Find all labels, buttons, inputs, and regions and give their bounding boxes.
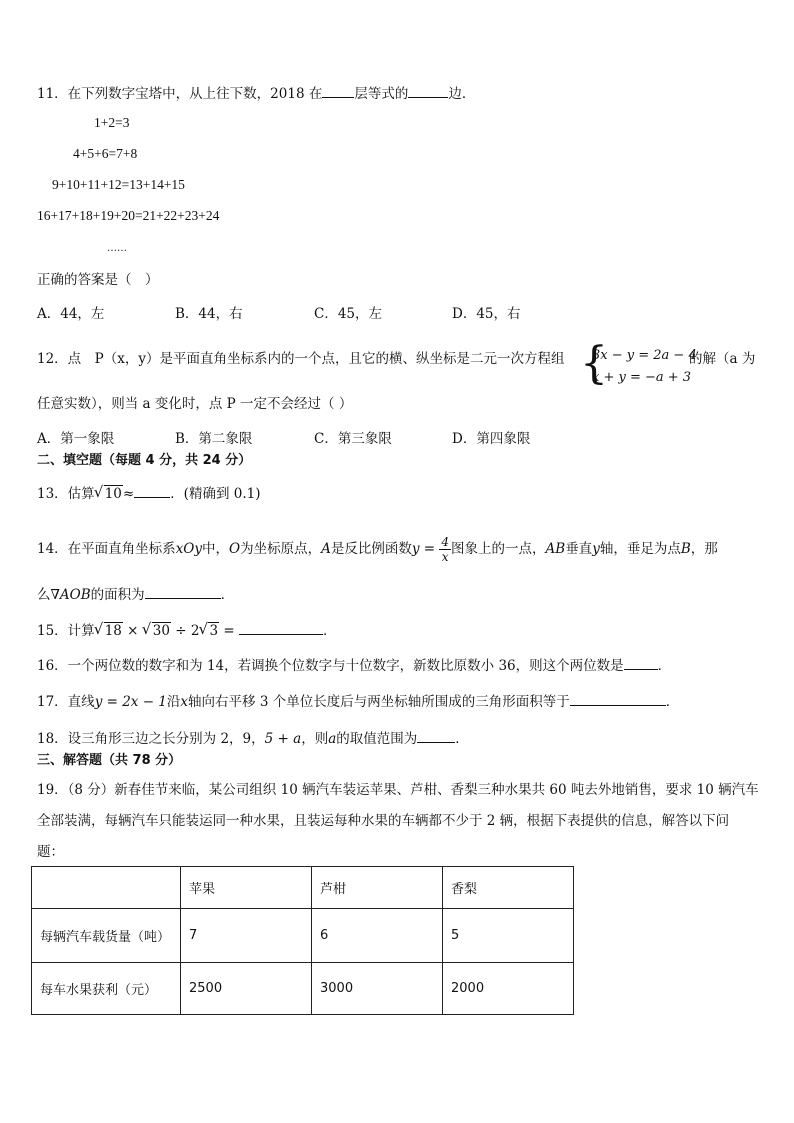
q18-text: ． (455, 731, 469, 747)
q18-text: 18．设三角形三边之长分别为 2，9， (37, 731, 265, 747)
q12-option-a: A．第一象限 (37, 431, 115, 447)
q14-y: y (411, 541, 420, 557)
q16-text: 16．一个两位数的数字和为 14，若调换个位数字与十位数字，新数比原数小 36，则这个两位数是 (37, 658, 624, 674)
table-cell: 7 (181, 909, 312, 963)
q14-y-axis: y (592, 541, 600, 557)
q14-triangle: ∇AOB (50, 587, 91, 603)
q11-blank-1 (322, 83, 354, 98)
q16 (37, 655, 671, 675)
pyramid-row-2: 4+5+6=7+8 (73, 146, 138, 161)
q14-text: 轴，垂足为点 (599, 541, 681, 557)
q14-ab: AB (545, 541, 566, 557)
sqrt-3 (199, 622, 219, 640)
q14-text: 为坐标原点， (240, 541, 322, 557)
sqrt-10 (95, 485, 123, 503)
q14-blank (145, 584, 221, 599)
approx-sign: ≈ (122, 486, 135, 502)
q11-prompt: 正确的答案是（ ） (37, 272, 159, 288)
q14-text: 么 (37, 587, 51, 603)
q17-expression: y = 2x − 1 (94, 694, 167, 710)
q14-text: 垂直 (565, 541, 593, 557)
q17-text: 轴向右平移 3 个单位长度后与两坐标轴所围成的三角形面积等于 (188, 694, 570, 710)
q19-line-3: 题： (37, 844, 64, 860)
table-cell: 6 (312, 909, 443, 963)
q14-point-a: A (321, 541, 331, 557)
fraction-4-over-x (439, 535, 451, 564)
q11-stem (37, 83, 475, 103)
q19-line-1: 19．（8 分）新春佳节来临，某公司组织 10 辆汽车装运苹果、芦柑、香梨三种水果共 60 吨去外地销售，要求 10 辆汽车 (37, 782, 759, 798)
table-header-row (32, 867, 574, 909)
table-header-cell (32, 867, 181, 909)
q14-line-1 (37, 535, 718, 564)
q14-point-b: B (680, 541, 691, 557)
q14-eq: = (423, 541, 436, 557)
q11-option-b: B．44，右 (175, 306, 243, 322)
q15-text: ． (322, 623, 337, 639)
divide-term: ÷ 2 (175, 623, 200, 639)
fraction-numerator: 4 (441, 535, 450, 549)
q11-stem-text-3: 边． (448, 86, 476, 102)
q18-expression: 5 + a (264, 731, 302, 747)
q18-text: 的取值范围为 (336, 731, 418, 747)
table-cell: 3000 (312, 963, 443, 1015)
q13-text: 13．估算 (37, 486, 95, 502)
table-cell: 每车水果获利（元） (32, 963, 181, 1015)
q11-stem-text-2: 层等式的 (354, 86, 409, 102)
q14-text: 是反比例函数 (330, 541, 412, 557)
table-row (32, 909, 574, 963)
pyramid-row-4: 16+17+18+19+20=21+22+23+24 (37, 208, 220, 223)
table-header-cell: 苹果 (181, 867, 312, 909)
fruit-table (31, 866, 574, 1015)
sqrt-30 (143, 622, 171, 640)
q18-text: ，则 (301, 731, 329, 747)
q14-text: 中， (202, 541, 229, 557)
q19-line-2: 全部装满，每辆汽车只能装运同一种水果，且装运每种水果的车辆都不少于 2 辆，根据下表提供的信息，解答以下问 (37, 813, 730, 829)
table-cell: 5 (443, 909, 574, 963)
equation-1: 3x − y = 2a − 4 (592, 348, 697, 363)
q12-stem-tail: 的解（a 为 (689, 351, 756, 367)
pyramid-ellipsis: …… (107, 243, 127, 254)
radicand: 10 (104, 486, 122, 502)
table-cell: 每辆汽车载货量（吨） (32, 909, 181, 963)
q11-option-d: D．45，右 (452, 306, 521, 322)
q18 (37, 728, 469, 748)
equation-2: x + y = −a + 3 (592, 370, 692, 385)
q17 (37, 691, 679, 711)
q12-option-c: C．第三象限 (314, 431, 392, 447)
fraction-denominator: x (441, 550, 449, 564)
q12-option-b: B．第二象限 (175, 431, 253, 447)
section-3-title: 三、解答题（共 78 分） (37, 753, 182, 768)
equals-sign: = (223, 623, 235, 639)
q14-text: 14．在平面直角坐标系 (37, 541, 176, 557)
q13 (37, 483, 260, 503)
q13-blank (134, 483, 170, 498)
q15-blank (239, 620, 323, 635)
q14-line-2 (37, 584, 234, 604)
q14-text: ，那 (690, 541, 718, 557)
q14-text: 图象上的一点， (451, 541, 546, 557)
table-row (32, 963, 574, 1015)
q17-x: x (180, 694, 189, 710)
q14-coord: xOy (175, 541, 202, 557)
q14-text: ． (220, 587, 235, 603)
table-cell: 2000 (443, 963, 574, 1015)
table-header-cell: 芦柑 (312, 867, 443, 909)
q12-stem: 12．点 P（x，y）是平面直角坐标系内的一个点，且它的横、纵坐标是二元一次方程组 (37, 351, 565, 367)
q17-text: 17．直线 (37, 694, 95, 710)
q18-blank (417, 728, 455, 743)
q11-stem-text: 11．在下列数字宝塔中，从上往下数，2018 在 (37, 86, 323, 102)
q17-text: 沿 (166, 694, 181, 710)
table-cell: 2500 (181, 963, 312, 1015)
times-sign: × (127, 623, 139, 639)
radicand: 30 (152, 623, 170, 639)
q14-origin: O (229, 541, 241, 557)
q15-text: 15．计算 (37, 623, 95, 639)
q17-text: ． (665, 694, 680, 710)
section-2-title: 二、填空题（每题 4 分，共 24 分） (37, 453, 252, 468)
sqrt-18 (95, 622, 123, 640)
radicand: 18 (104, 623, 122, 639)
q12-option-d: D．第四象限 (452, 431, 531, 447)
q16-text: ． (657, 658, 672, 674)
q17-blank (570, 691, 666, 706)
table-header-cell: 香梨 (443, 867, 574, 909)
q11-option-c: C．45，左 (314, 306, 383, 322)
equation-system (580, 338, 697, 392)
radicand: 3 (209, 623, 219, 639)
q15 (37, 620, 336, 640)
pyramid-row-1: 1+2=3 (94, 115, 130, 130)
q16-blank (624, 655, 658, 670)
q11-blank-2 (408, 83, 448, 98)
q14-text: 的面积为 (90, 587, 145, 603)
brace-icon: { (580, 338, 608, 389)
q12-stem-2: 任意实数），则当 a 变化时，点 P 一定不会经过（ ） (37, 396, 353, 412)
pyramid-row-3: 9+10+11+12=13+14+15 (52, 177, 185, 192)
q11-option-a: A．44，左 (37, 306, 105, 322)
q18-a: a (328, 731, 337, 747)
q13-text-2: ．(精确到 0.1) (170, 486, 261, 502)
